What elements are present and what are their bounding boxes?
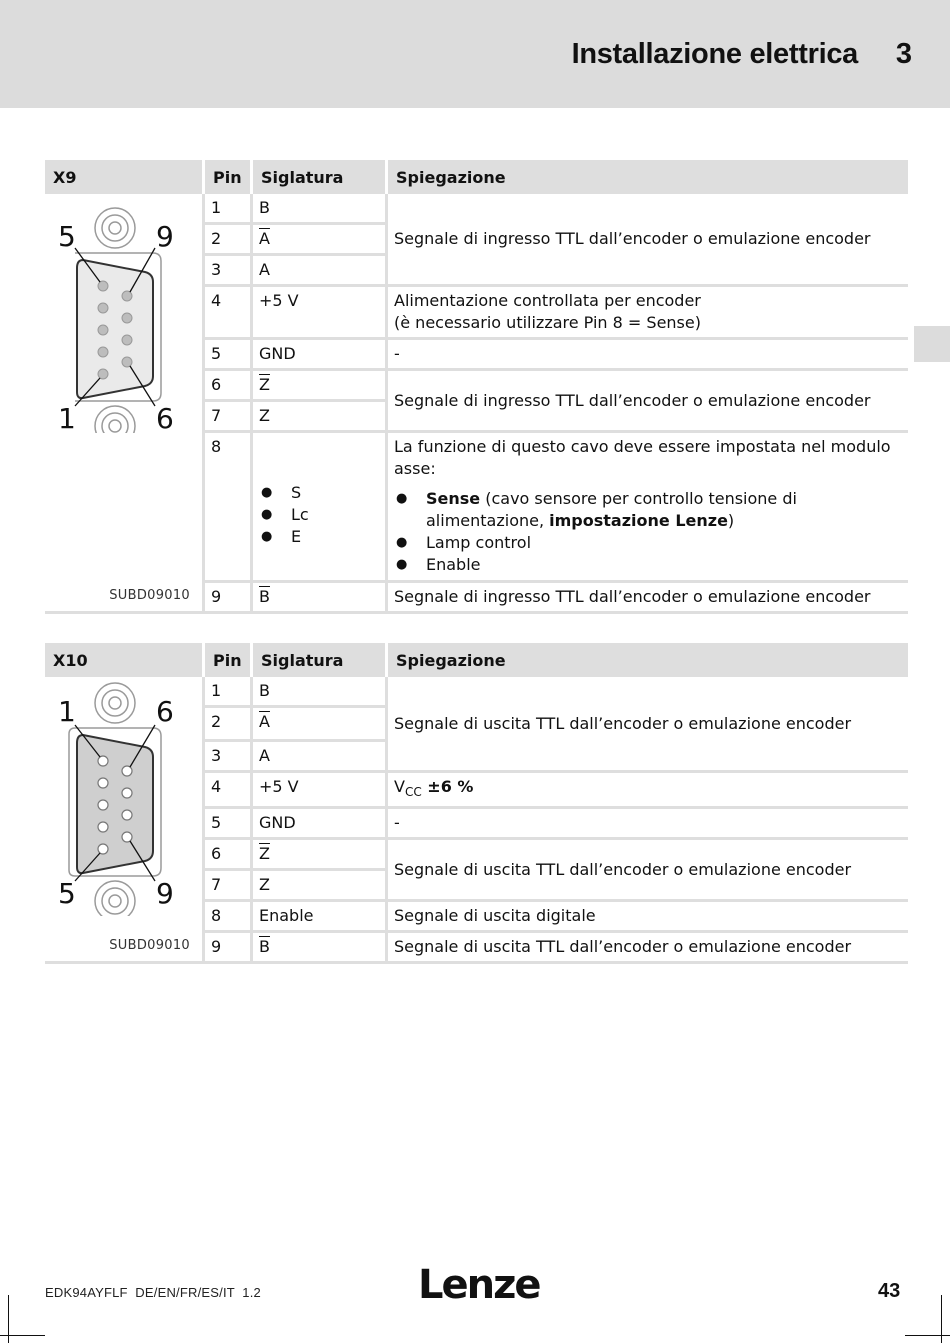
signal-name — [250, 433, 385, 583]
pin-number: 2 — [202, 225, 250, 256]
explanation-intro: La funzione di questo cavo deve essere impostata nel modulo asse: — [394, 437, 891, 478]
pin-label-top-right: 6 — [156, 695, 174, 728]
sense-description: (cavo sensore per controllo tensione di alimentazione, — [426, 489, 797, 530]
signal-explanation: Segnale di uscita TTL dall’encoder o emulazione encoder — [385, 677, 908, 773]
signal-name: A — [250, 256, 385, 287]
table-header-row — [45, 160, 908, 194]
signal-name — [250, 708, 385, 742]
pin-label-bottom-left: 5 — [58, 877, 76, 910]
signal-name-inverted: $\overline{B}$ — [259, 937, 270, 957]
signal-name: B — [250, 194, 385, 225]
pin-number: 6 — [202, 371, 250, 402]
table-header-row — [45, 643, 908, 677]
pin-number: 6 — [202, 840, 250, 871]
signal-name: A — [250, 742, 385, 773]
document-id: EDK94AYFLF DE/EN/FR/ES/IT 1.2 — [45, 1285, 261, 1300]
pin-label-bottom-right: 6 — [156, 402, 174, 433]
signal-explanation: Segnale di ingresso TTL dall’encoder o emulazione encoder — [385, 194, 908, 287]
signal-explanation: Segnale di ingresso TTL dall’encoder o emulazione encoder — [385, 371, 908, 433]
vcc-subscript: CC — [404, 785, 422, 800]
signal-name: Z — [250, 871, 385, 902]
signal-name — [250, 225, 385, 256]
pin-number: 4 — [202, 287, 250, 340]
pin-number: 7 — [202, 402, 250, 433]
signal-explanation: - — [385, 809, 908, 840]
page-number: 43 — [878, 1280, 901, 1302]
signal-name: +5 V — [250, 287, 385, 340]
list-item: ● E — [259, 526, 380, 548]
drawing-code: SUBD09010 — [109, 588, 190, 603]
signal-name-inverted: $\overline{B}$ — [259, 587, 270, 606]
crop-mark — [905, 1335, 950, 1336]
pin-number: 9 — [202, 933, 250, 964]
crop-mark — [0, 1335, 45, 1336]
pin-number: 3 — [202, 256, 250, 287]
page-title: Installazione elettrica — [571, 38, 858, 70]
vcc-symbol: V — [394, 777, 405, 796]
signal-name: GND — [250, 340, 385, 371]
pin-number: 5 — [202, 340, 250, 371]
sub-d-male-connector-diagram — [53, 681, 198, 916]
list-item: ● Lc — [259, 504, 380, 526]
pin-number: 8 — [202, 433, 250, 583]
signal-name-inverted: $\overline{Z}$ — [259, 844, 270, 864]
explanation-line-1: Alimentazione controllata per encoder — [394, 291, 701, 310]
pin-column-header: Pin — [202, 643, 250, 677]
crop-mark — [8, 1295, 9, 1343]
connector-column-header: X10 — [45, 643, 202, 677]
pin-number: 1 — [202, 677, 250, 708]
signal-name-inverted: $\overline{Z}$ — [259, 375, 270, 394]
pin-label-bottom-left: 1 — [58, 402, 76, 433]
explanation-column-header: Spiegazione — [385, 643, 908, 677]
pin-number: 4 — [202, 773, 250, 809]
sub-d-female-connector-diagram — [53, 198, 198, 433]
signal-name — [250, 933, 385, 964]
lenze-logo: Lenze — [418, 1262, 540, 1308]
signal-column-header: Siglatura — [250, 160, 385, 194]
signal-name-inverted: $\overline{A}$ — [259, 229, 270, 248]
explanation-option-list — [394, 488, 903, 576]
pin-number: 8 — [202, 902, 250, 933]
signal-option-list — [259, 482, 380, 548]
list-item — [394, 488, 903, 532]
chapter-number: 3 — [895, 38, 912, 70]
x10-pin-table — [45, 643, 908, 964]
pin-label-top-left: 1 — [58, 695, 76, 728]
signal-name-inverted: $\overline{A}$ — [259, 712, 270, 731]
chapter-side-tab — [914, 326, 950, 362]
signal-name: Enable — [250, 902, 385, 933]
pin-number: 1 — [202, 194, 250, 225]
connector-drawing-cell — [45, 677, 202, 964]
pin-label-bottom-right: 9 — [156, 877, 174, 910]
table-row — [45, 677, 908, 708]
signal-name: Z — [250, 402, 385, 433]
signal-explanation: Segnale di uscita TTL dall’encoder o emulazione encoder — [385, 840, 908, 902]
pin-number: 9 — [202, 583, 250, 614]
pin-number: 5 — [202, 809, 250, 840]
signal-explanation: Segnale di ingresso TTL dall’encoder o emulazione encoder — [385, 583, 908, 614]
signal-name: B — [250, 677, 385, 708]
signal-column-header: Siglatura — [250, 643, 385, 677]
sense-term: Sense — [426, 489, 481, 508]
pin-column-header: Pin — [202, 160, 250, 194]
closing-paren: ) — [727, 511, 735, 530]
pin-number: 3 — [202, 742, 250, 773]
signal-explanation: Segnale di uscita digitale — [385, 902, 908, 933]
signal-explanation: - — [385, 340, 908, 371]
signal-name — [250, 371, 385, 402]
signal-name — [250, 840, 385, 871]
connector-column-header: X9 — [45, 160, 202, 194]
pin-label-top-left: 5 — [58, 220, 76, 253]
tolerance-value: ±6 % — [421, 777, 474, 796]
signal-name: GND — [250, 809, 385, 840]
signal-name — [250, 583, 385, 614]
signal-explanation — [385, 773, 908, 809]
table-row — [45, 194, 908, 225]
explanation-column-header: Spiegazione — [385, 160, 908, 194]
pin-number: 2 — [202, 708, 250, 742]
list-item: ● S — [259, 482, 380, 504]
signal-name: +5 V — [250, 773, 385, 809]
pin-number: 7 — [202, 871, 250, 902]
explanation-line-2: (è necessario utilizzare Pin 8 = Sense) — [394, 313, 701, 332]
lenze-setting-term: impostazione Lenze — [549, 511, 728, 530]
pin-label-top-right: 9 — [156, 220, 174, 253]
crop-mark — [941, 1295, 942, 1343]
x9-pin-table — [45, 160, 908, 614]
signal-explanation: Segnale di uscita TTL dall’encoder o emulazione encoder — [385, 933, 908, 964]
connector-drawing-cell — [45, 194, 202, 614]
signal-explanation — [385, 287, 908, 340]
list-item: ● Enable — [394, 554, 903, 576]
signal-explanation — [385, 433, 908, 583]
list-item: ● Lamp control — [394, 532, 903, 554]
drawing-code: SUBD09010 — [109, 938, 190, 954]
